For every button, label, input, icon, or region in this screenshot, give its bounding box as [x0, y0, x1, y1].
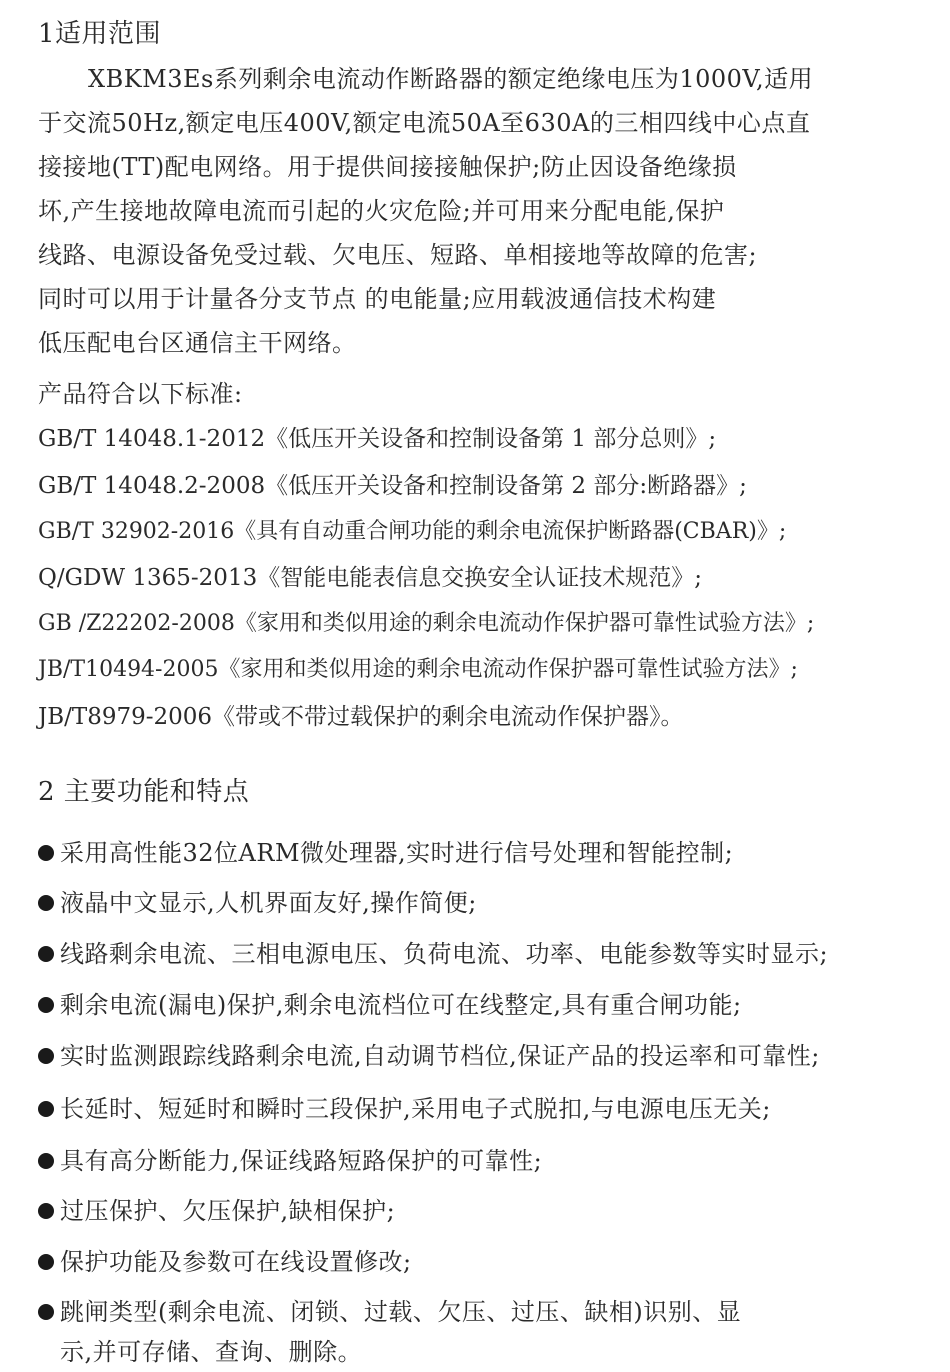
feature-bullet [38, 887, 477, 919]
paragraph-line-5: 线路、电源设备免受过载、欠电压、短路、单相接地等故障的危害; [38, 241, 758, 269]
feature-text: 过压保护、欠压保护,缺相保护; [60, 1197, 396, 1225]
standard-item: GB /Z22202-2008《家用和类似用途的剩余电流动作保护器可靠性试验方法》; [38, 611, 815, 636]
feature-continuation: 示,并可存储、查询、删除。 [60, 1338, 363, 1366]
bullet-dot-icon [38, 895, 54, 911]
feature-bullet [38, 837, 733, 869]
feature-text: 保护功能及参数可在线设置修改; [60, 1248, 412, 1276]
bullet-dot-icon [38, 1153, 54, 1169]
feature-bullet [38, 1296, 741, 1328]
section-2-heading: 2 主要功能和特点 [38, 777, 250, 807]
section-1-heading: 1适用范围 [38, 19, 162, 49]
feature-text: 具有高分断能力,保证线路短路保护的可靠性; [60, 1147, 543, 1175]
bullet-dot-icon [38, 1254, 54, 1270]
paragraph-line-2: 于交流50Hz,额定电压400V,额定电流50A至630A的三相四线中心点直 [38, 109, 811, 137]
bullet-dot-icon [38, 946, 54, 962]
paragraph-line-6: 同时可以用于计量各分支节点 的电能量;应用载波通信技术构建 [38, 285, 717, 313]
bullet-dot-icon [38, 1101, 54, 1117]
bullet-dot-icon [38, 997, 54, 1013]
feature-text: 线路剩余电流、三相电源电压、负荷电流、功率、电能参数等实时显示; [60, 940, 829, 968]
paragraph-line-3: 接接地(TT)配电网络。用于提供间接接触保护;防止因设备绝缘损 [38, 153, 737, 181]
paragraph-line-7: 低压配电台区通信主干网络。 [38, 329, 357, 357]
bullet-dot-icon [38, 1304, 54, 1320]
standard-item: JB/T8979-2006《带或不带过载保护的剩余电流动作保护器》。 [38, 704, 684, 730]
bullet-dot-icon [38, 1203, 54, 1219]
standard-item: GB/T 14048.2-2008《低压开关设备和控制设备第 2 部分:断路器》; [38, 473, 747, 499]
standard-item: Q/GDW 1365-2013《智能电能表信息交换安全认证技术规范》; [38, 565, 702, 591]
feature-text: 实时监测跟踪线路剩余电流,自动调节档位,保证产品的投运率和可靠性; [60, 1042, 820, 1070]
feature-text: 跳闸类型(剩余电流、闭锁、过载、欠压、过压、缺相)识别、显 [60, 1298, 742, 1326]
standards-intro: 产品符合以下标准: [38, 380, 243, 408]
paragraph-line-4: 坏,产生接地故障电流而引起的火灾危险;并可用来分配电能,保护 [38, 197, 725, 225]
feature-bullet [38, 1145, 542, 1177]
feature-text: 采用高性能32位ARM微处理器,实时进行信号处理和智能控制; [60, 839, 734, 867]
feature-text: 液晶中文显示,人机界面友好,操作简便; [60, 889, 477, 917]
feature-bullet [38, 1246, 412, 1278]
bullet-dot-icon [38, 1048, 54, 1064]
feature-text: 长延时、短延时和瞬时三段保护,采用电子式脱扣,与电源电压无关; [60, 1095, 771, 1123]
standard-item: GB/T 14048.1-2012《低压开关设备和控制设备第 1 部分总则》; [38, 426, 717, 452]
feature-bullet [38, 1040, 820, 1072]
paragraph-line-1: XBKM3Es系列剩余电流动作断路器的额定绝缘电压为1000V,适用 [88, 65, 814, 93]
bullet-dot-icon [38, 845, 54, 861]
standard-item: JB/T10494-2005《家用和类似用途的剩余电流动作保护器可靠性试验方法》; [38, 657, 798, 682]
standard-item: GB/T 32902-2016《具有自动重合闸功能的剩余电流保护断路器(CBAR)》; [38, 519, 787, 544]
feature-text: 剩余电流(漏电)保护,剩余电流档位可在线整定,具有重合闸功能; [60, 991, 742, 1019]
feature-bullet [38, 989, 742, 1021]
feature-bullet [38, 938, 828, 970]
feature-bullet [38, 1195, 395, 1227]
feature-bullet [38, 1093, 771, 1125]
